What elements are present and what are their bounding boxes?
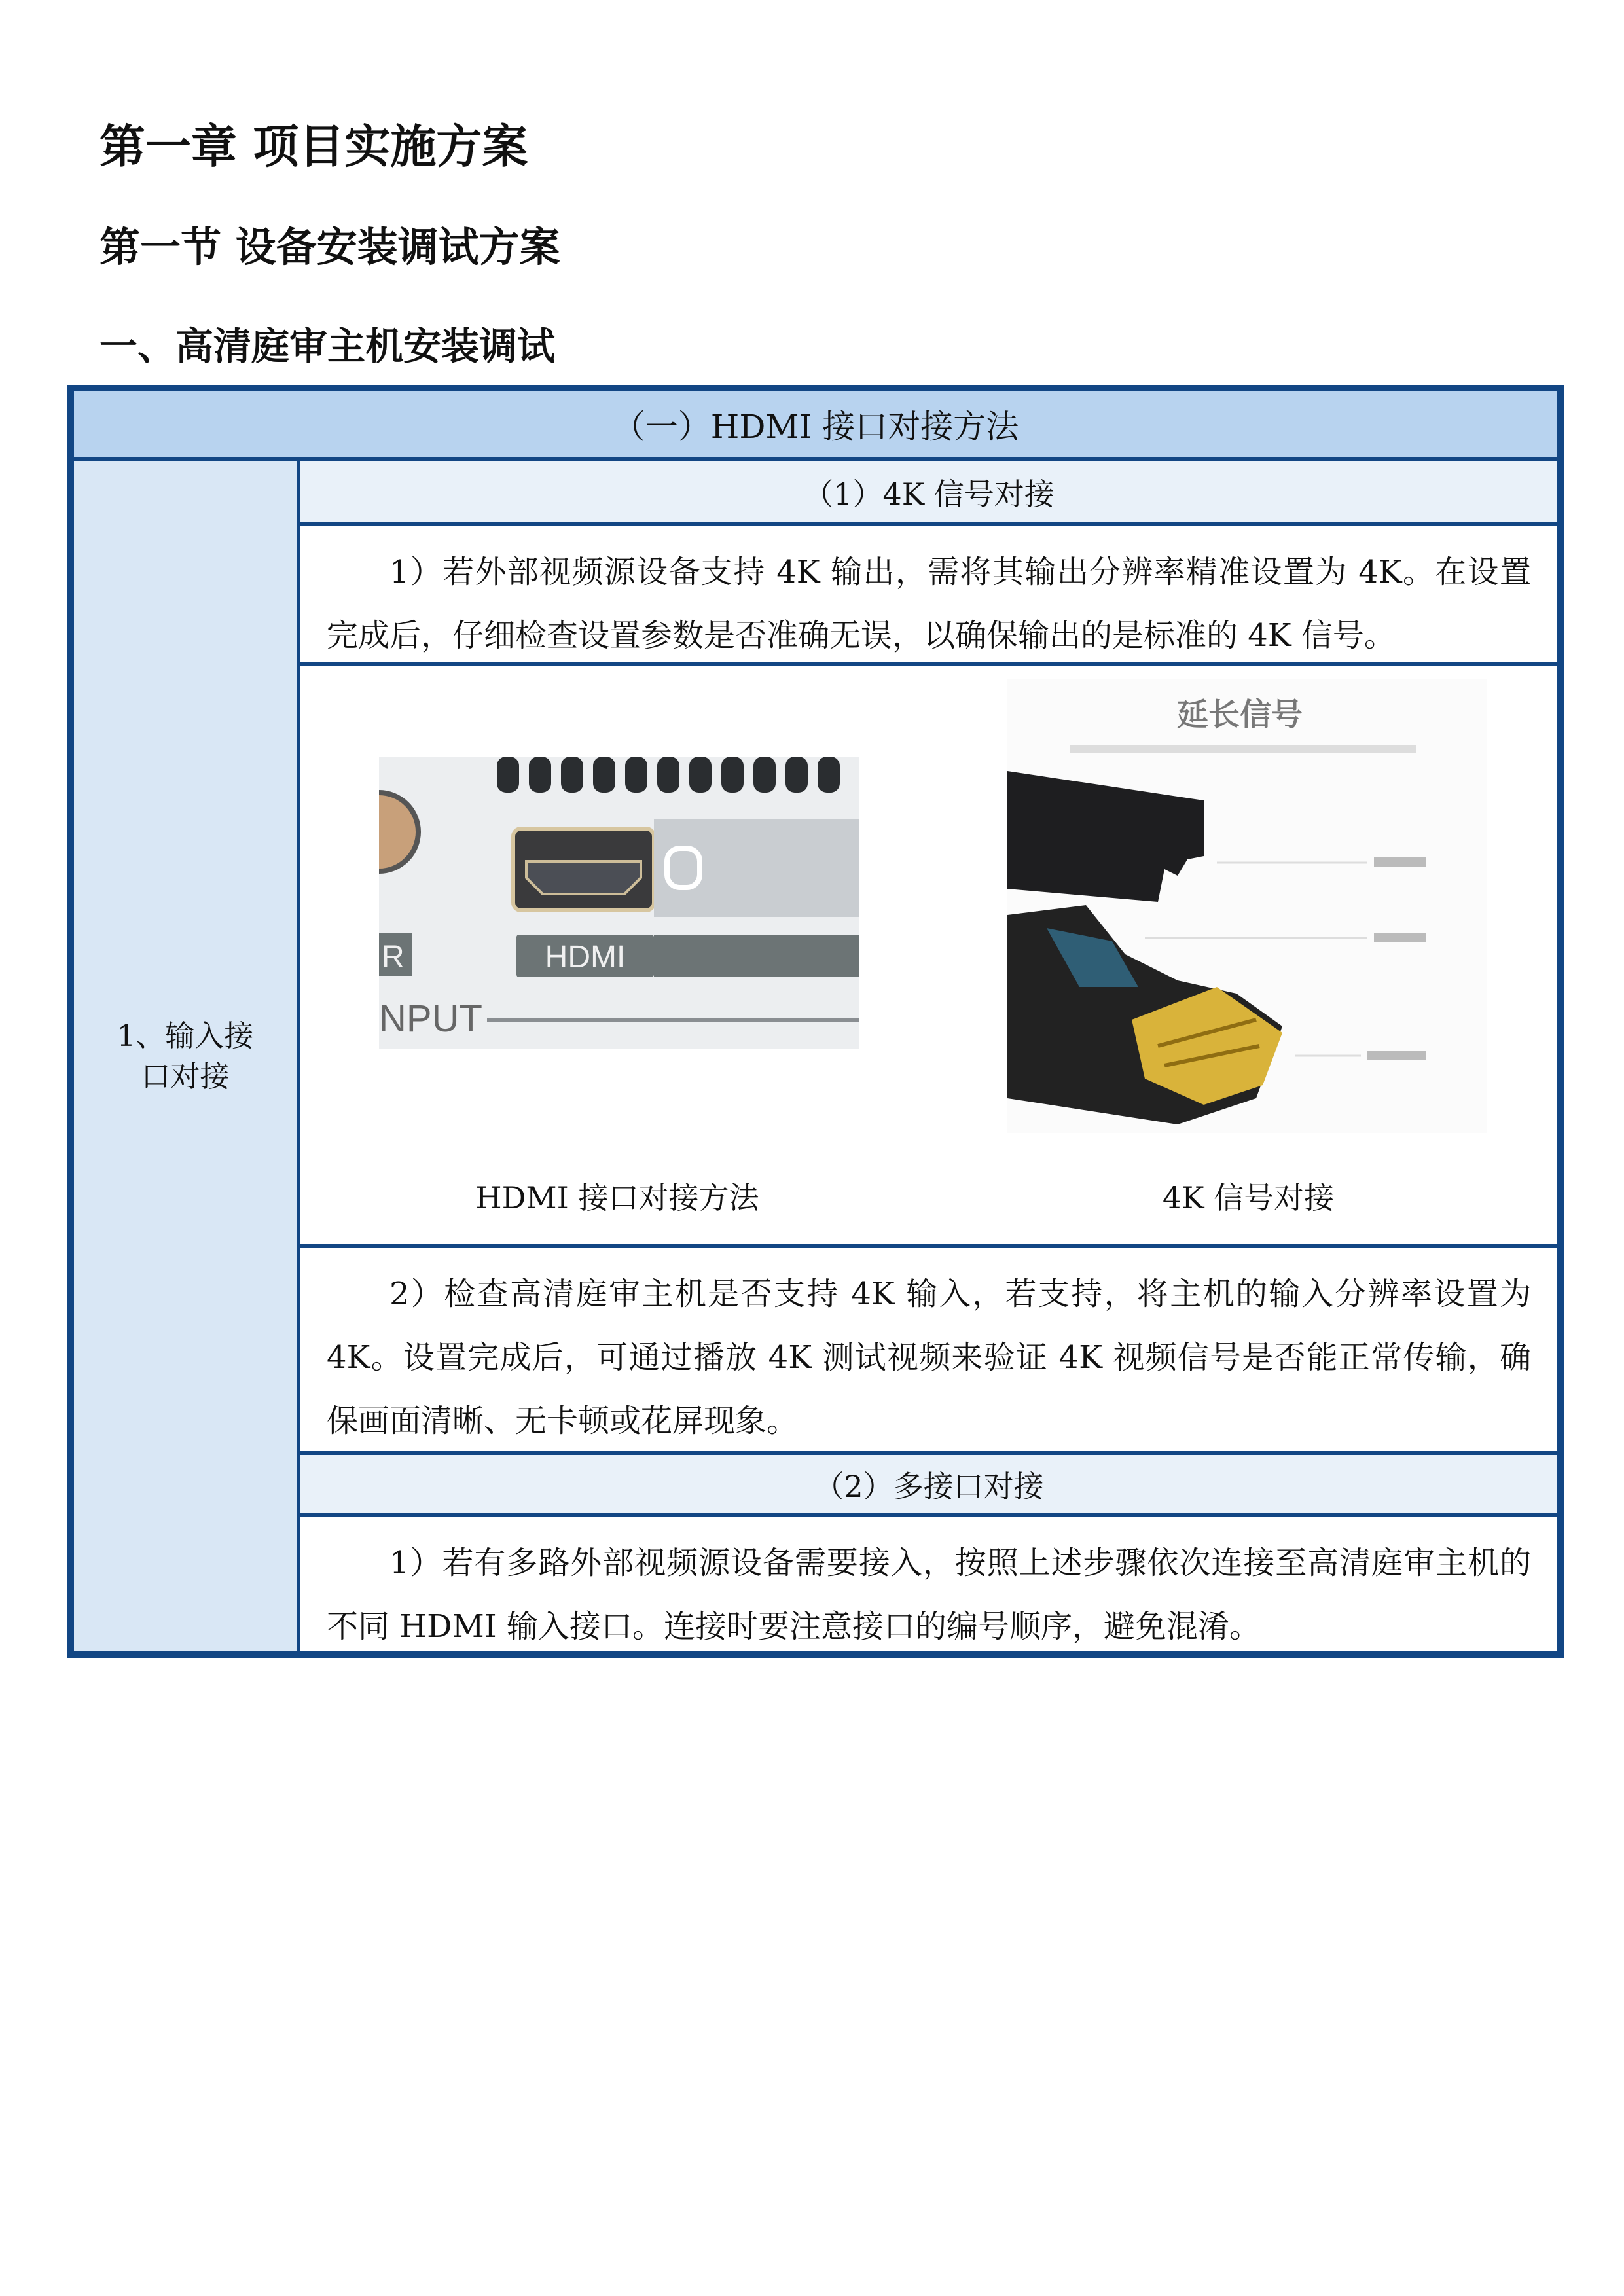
table-header: （一）HDMI 接口对接方法 (74, 391, 1557, 461)
subsection-title: 一、高清庭审主机安装调试 (99, 324, 556, 368)
hdmi-interface-table (67, 385, 1564, 1658)
section-title: 第一节 设备安装调试方案 (99, 223, 560, 271)
subheader-multi: （2）多接口对接 (300, 1455, 1557, 1517)
paragraph-3: 1）若有多路外部视频源设备需要接入，按照上述步骤依次连接至高清庭审主机的不同 HDMI 输入接口。连接时要注意接口的编号顺序，避免混淆。 (327, 1545, 1531, 1645)
hdmi-label-text: HDMI (545, 940, 626, 975)
chapter-title: 第一章 项目实施方案 (99, 120, 528, 173)
row-label: 1、输入接口对接 (117, 1018, 254, 1094)
caption-4k: 4K 信号对接 (1162, 1180, 1335, 1215)
photo-title-text: 延长信号 (1176, 696, 1303, 733)
caption-hdmi: HDMI 接口对接方法 (475, 1180, 759, 1215)
paragraph-2: 2）检查高清庭审主机是否支持 4K 输入，若支持，将主机的输入分辨率设置为 4K。设置完成后，可通过播放 4K 测试视频来验证 4K 视频信号是否能正常传输，确保画面清晰、无卡顿或花屏现象。 (300, 1248, 1557, 1455)
input-label-text: NPUT (379, 997, 482, 1040)
subheader-4k: （1）4K 信号对接 (300, 461, 1557, 526)
hdmi-port-photo (379, 757, 859, 1049)
hdmi-cable-photo (1007, 679, 1487, 1133)
images-row (300, 666, 1557, 1248)
paragraph-1: 1）若外部视频源设备支持 4K 输出，需将其输出分辨率精准设置为 4K。在设置完成后，仔细检查设置参数是否准确无误，以确保输出的是标准的 4K 信号。 (300, 526, 1557, 666)
port-edge-text: R (382, 940, 405, 975)
row-label-cell (74, 461, 300, 1651)
